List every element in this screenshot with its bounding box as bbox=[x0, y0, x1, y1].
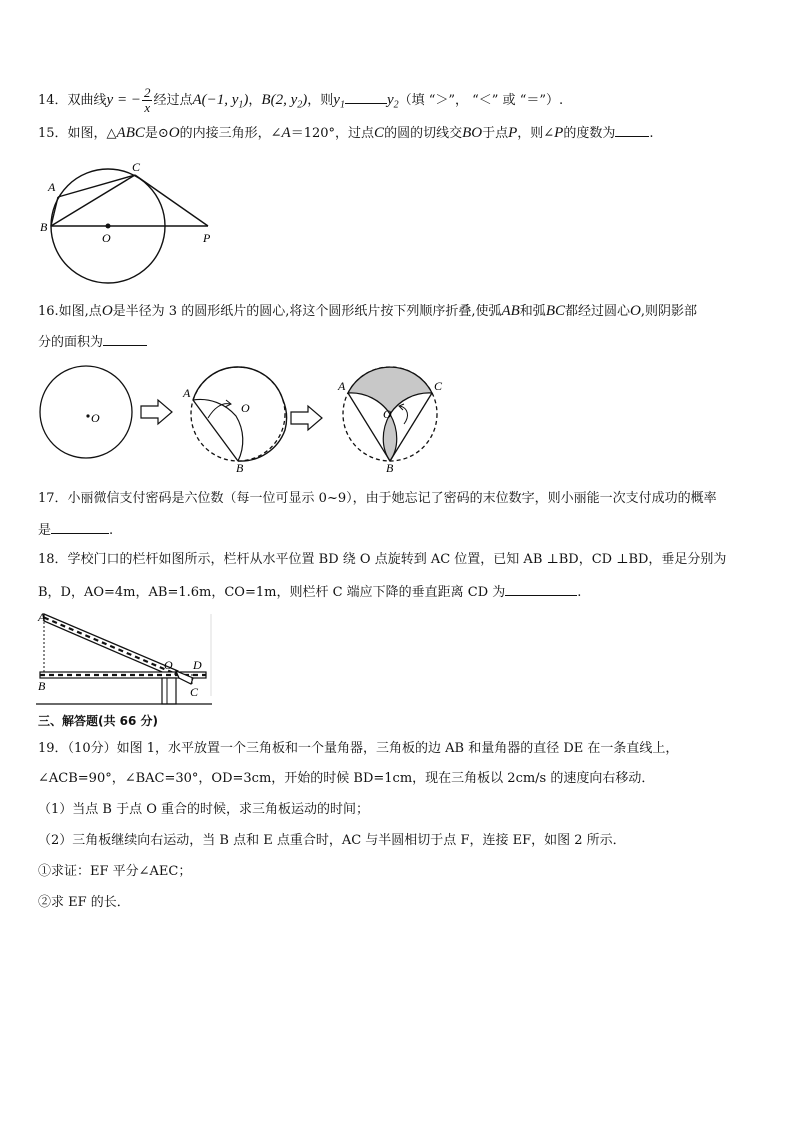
q18-line2: B，D，AO=4m，AB=1.6m，CO=1m，则栏杆 C 端应下降的垂直距离 CD 为 bbox=[38, 585, 506, 600]
q16-o2: O bbox=[630, 303, 641, 319]
q15-answer-blank[interactable] bbox=[615, 124, 649, 137]
q16-figure bbox=[38, 360, 458, 475]
q16-o: O bbox=[101, 303, 113, 319]
q18-end: . bbox=[577, 585, 582, 600]
question-17-line-1 bbox=[38, 490, 717, 508]
q14-y1-sub: 1 bbox=[339, 99, 345, 111]
q16-ab: AB bbox=[501, 303, 520, 319]
q14-point-b: B(2, y bbox=[261, 92, 298, 108]
q15-bo: BO bbox=[462, 125, 483, 141]
q16-circle-1 bbox=[40, 366, 132, 458]
q15-abc: ABC bbox=[116, 125, 145, 141]
q16-folded-arc-1 bbox=[193, 399, 243, 461]
question-19-line-5: ①求证：EF 平分∠AEC； bbox=[38, 864, 192, 879]
q14-sub2: 2 bbox=[297, 99, 303, 111]
question-15 bbox=[38, 124, 654, 143]
q16-circle-2-solid bbox=[193, 367, 287, 461]
q16-line1-a: 16.如图,点 bbox=[38, 304, 102, 319]
q15-text-f: 于点 bbox=[482, 126, 509, 141]
section-3-heading: 三、解答题(共 66 分) bbox=[38, 714, 159, 728]
q15-text-a: 15．如图，△ bbox=[38, 126, 117, 141]
q14-y2-sub: 2 bbox=[393, 99, 399, 111]
q18-label-d: D bbox=[193, 658, 202, 672]
q17-end: . bbox=[109, 523, 114, 538]
question-14 bbox=[38, 86, 563, 115]
q18-line1: 18．学校门口的栏杆如图所示，栏杆从水平位置 BD 绕 O 点旋转到 AC 位置，已知 AB ⊥BD，CD ⊥BD，垂足分别为 bbox=[38, 552, 727, 567]
q14-through: 经过点 bbox=[153, 93, 193, 108]
q16-line2: 分的面积为 bbox=[38, 335, 104, 350]
q15-label-o: O bbox=[102, 231, 111, 245]
q14-point-b-end: ) bbox=[302, 92, 308, 108]
question-17-line-2 bbox=[38, 521, 113, 540]
q17-line2: 是 bbox=[38, 523, 52, 538]
q14-fill-hint: （填 “＞”， “＜” 或 “＝”）. bbox=[398, 93, 564, 108]
question-19-line-1: 19．（10分）如图 1，水平放置一个三角板和一个量角器，三角板的边 AB 和量角器的直径 DE 在一条直线上， bbox=[38, 741, 679, 756]
q18-pivot-o bbox=[174, 672, 177, 675]
q14-fraction bbox=[142, 86, 153, 115]
q15-label-a: A bbox=[48, 180, 56, 194]
q17-line1: 17．小丽微信支付密码是六位数（每一位可显示 0~9），由于她忘记了密码的末位数字，则小丽能一次支付成功的概率 bbox=[38, 491, 717, 506]
q16-line1-b: 是半径为 3 的圆形纸片的圆心,将这个圆形纸片按下列顺序折叠,使弧 bbox=[112, 304, 502, 319]
q16-c2-label-o: O bbox=[241, 401, 250, 415]
q15-text-h: 的度数为 bbox=[563, 126, 616, 141]
q17-answer-blank[interactable] bbox=[51, 521, 109, 534]
q16-answer-blank[interactable] bbox=[103, 333, 147, 346]
q16-line1-e: ,则阴影部 bbox=[640, 304, 697, 319]
q14-comma: ， bbox=[248, 93, 262, 108]
q15-end: . bbox=[649, 126, 654, 141]
q15-text-c: 的内接三角形，∠ bbox=[179, 126, 282, 141]
q16-c3-label-b: B bbox=[386, 461, 394, 475]
q16-circle1-center bbox=[86, 414, 89, 417]
question-19-line-3: （1）当点 B 于点 O 重合的时候，求三角板运动的时间； bbox=[38, 802, 370, 817]
q14-frac-numerator: 2 bbox=[143, 85, 151, 100]
q18-label-a: A bbox=[38, 610, 46, 624]
q15-line-cp bbox=[135, 175, 208, 226]
q15-text-e: 的圆的切线交 bbox=[384, 126, 463, 141]
question-16-line-2 bbox=[38, 333, 147, 352]
q18-label-b: B bbox=[38, 679, 46, 693]
q14-number: 14．双曲线 bbox=[38, 93, 107, 108]
q18-label-c: C bbox=[190, 685, 199, 699]
q15-line-ac bbox=[58, 175, 135, 197]
question-18-line-2 bbox=[38, 583, 581, 602]
q14-y2: y bbox=[386, 92, 394, 108]
q15-c: C bbox=[374, 125, 385, 141]
q16-c3-label-c: C bbox=[434, 379, 443, 393]
q14-answer-blank[interactable] bbox=[345, 91, 387, 104]
q15-text-d: ＝120°，过点 bbox=[290, 126, 375, 141]
q15-text-g: ，则∠ bbox=[517, 126, 555, 141]
q18-figure bbox=[36, 608, 216, 710]
q16-line1-c: 和弧 bbox=[519, 304, 546, 319]
q16-c2-label-b: B bbox=[236, 461, 244, 475]
q18-post bbox=[162, 678, 176, 704]
q16-fold-line-1 bbox=[193, 400, 238, 461]
q14-then: ，则 bbox=[307, 93, 334, 108]
q15-text-b: 是⊙ bbox=[144, 126, 169, 141]
q15-label-c: C bbox=[132, 160, 141, 174]
q15-label-b: B bbox=[40, 220, 48, 234]
q15-center-dot bbox=[106, 224, 111, 229]
question-18-line-1 bbox=[38, 551, 726, 569]
q16-c2-label-a: A bbox=[183, 386, 191, 400]
question-19-line-2: ∠ACB=90°，∠BAC=30°，OD=3cm，开始的时候 BD=1cm，现在三角板以 2cm/s 的速度向右移动． bbox=[38, 771, 655, 786]
q15-line-bc bbox=[51, 175, 135, 226]
q16-c3-label-a: A bbox=[338, 379, 346, 393]
q14-sub1: 1 bbox=[238, 99, 244, 111]
q15-a: A bbox=[281, 125, 291, 141]
q16-arrow-1 bbox=[141, 400, 172, 424]
q18-label-o: O bbox=[164, 658, 173, 672]
q14-frac-denominator: x bbox=[144, 100, 151, 115]
q14-point-a-end: ) bbox=[243, 92, 249, 108]
q14-equation: y = − bbox=[106, 92, 141, 108]
q15-o: O bbox=[168, 125, 180, 141]
q16-bc: BC bbox=[545, 303, 565, 319]
q15-figure bbox=[38, 160, 228, 285]
q16-c1-label-o: O bbox=[91, 411, 100, 425]
q18-answer-blank[interactable] bbox=[505, 583, 577, 596]
q14-y1: y bbox=[333, 92, 340, 108]
q16-c3-label-o: O bbox=[383, 407, 392, 421]
question-16-line-1 bbox=[38, 302, 697, 321]
question-19-line-4: （2）三角板继续向右运动，当 B 点和 E 点重合时，AC 与半圆相切于点 F，连接 EF，如图 2 所示． bbox=[38, 833, 626, 848]
q16-line1-d: 都经过圆心 bbox=[564, 304, 630, 319]
q14-point-a: A(−1, y bbox=[192, 92, 239, 108]
q15-label-p: P bbox=[203, 231, 211, 245]
q15-p: P bbox=[508, 125, 518, 141]
q16-arrow-2 bbox=[291, 406, 322, 430]
q15-p2: P bbox=[554, 125, 564, 141]
question-19-line-6: ②求 EF 的长． bbox=[38, 895, 130, 910]
